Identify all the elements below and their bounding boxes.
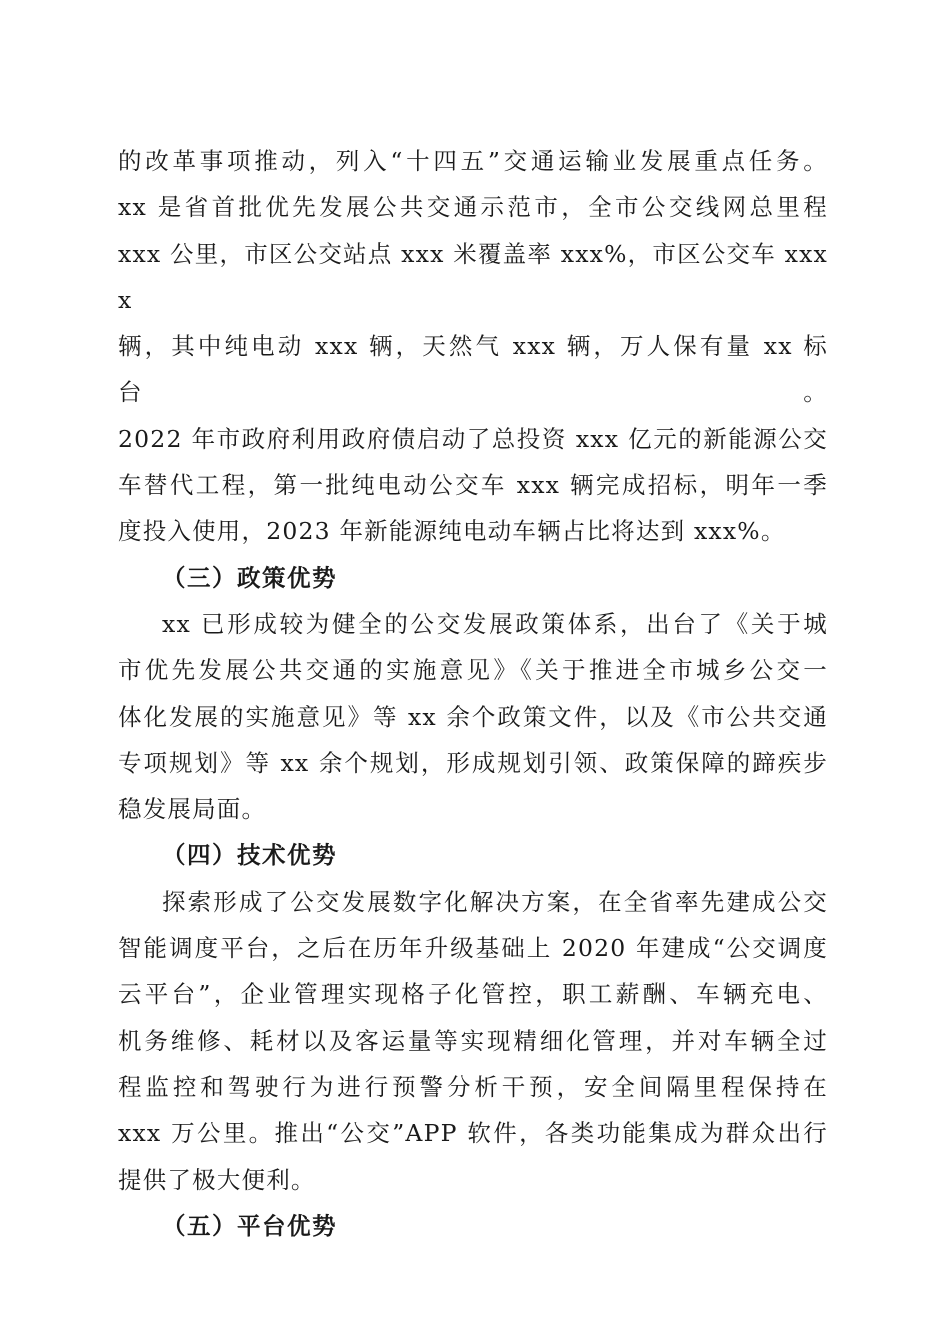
document-page [118,138,828,1249]
text-line: 稳发展局面。 [118,795,267,824]
text-line: 程监控和驾驶行为进行预警分析干预，安全间隔里程保持在 [118,1072,828,1101]
text-line: 辆，其中纯电动 xxx 辆，天然气 xxx 辆，万人保有量 xx 标台。 [118,332,828,407]
text-line: xxx 公里，市区公交站点 xxx 米覆盖率 xxx%，市区公交车 xxxx [118,239,828,314]
paragraph-technology [118,879,828,1203]
text-line: 机务维修、耗材以及客运量等实现精细化管理，并对车辆全过 [118,1026,828,1055]
text-line: 探索形成了公交发展数字化解决方案，在全省率先建成公交 [162,887,828,916]
text-line: 度投入使用，2023 年新能源纯电动车辆占比将达到 xxx%。 [118,517,786,546]
text-line: 提供了极大便利。 [118,1165,316,1194]
text-line: 体化发展的实施意见》等 xx 余个政策文件，以及《市公共交通 [118,702,828,731]
section-heading-technology: （四）技术优势 [162,841,337,870]
text-line: xxx 万公里。推出“公交”APP 软件，各类功能集成为群众出行 [118,1119,828,1148]
paragraph-intro [118,138,828,555]
text-line: xx 是省首批优先发展公共交通示范市，全市公交线网总里程 [118,193,828,222]
text-line: 的改革事项推动，列入“十四五”交通运输业发展重点任务。 [118,147,828,175]
text-line: 车替代工程，第一批纯电动公交车 xxx 辆完成招标，明年一季 [118,471,828,500]
text-line: 专项规划》等 xx 余个规划，形成规划引领、政策保障的蹄疾步 [118,748,828,777]
text-line: 云平台”，企业管理实现格子化管控，职工薪酬、车辆充电、 [118,980,828,1009]
text-line: 智能调度平台，之后在历年升级基础上 2020 年建成“公交调度 [118,934,828,963]
paragraph-policy [118,601,828,832]
section-heading-policy: （三）政策优势 [162,563,337,592]
section-heading-platform: （五）平台优势 [162,1211,337,1240]
text-line: 市优先发展公共交通的实施意见》《关于推进全市城乡公交一 [118,656,828,685]
text-line: 2022 年市政府利用政府债启动了总投资 xxx 亿元的新能源公交 [118,424,828,453]
text-line: xx 已形成较为健全的公交发展政策体系，出台了《关于城 [162,609,828,638]
